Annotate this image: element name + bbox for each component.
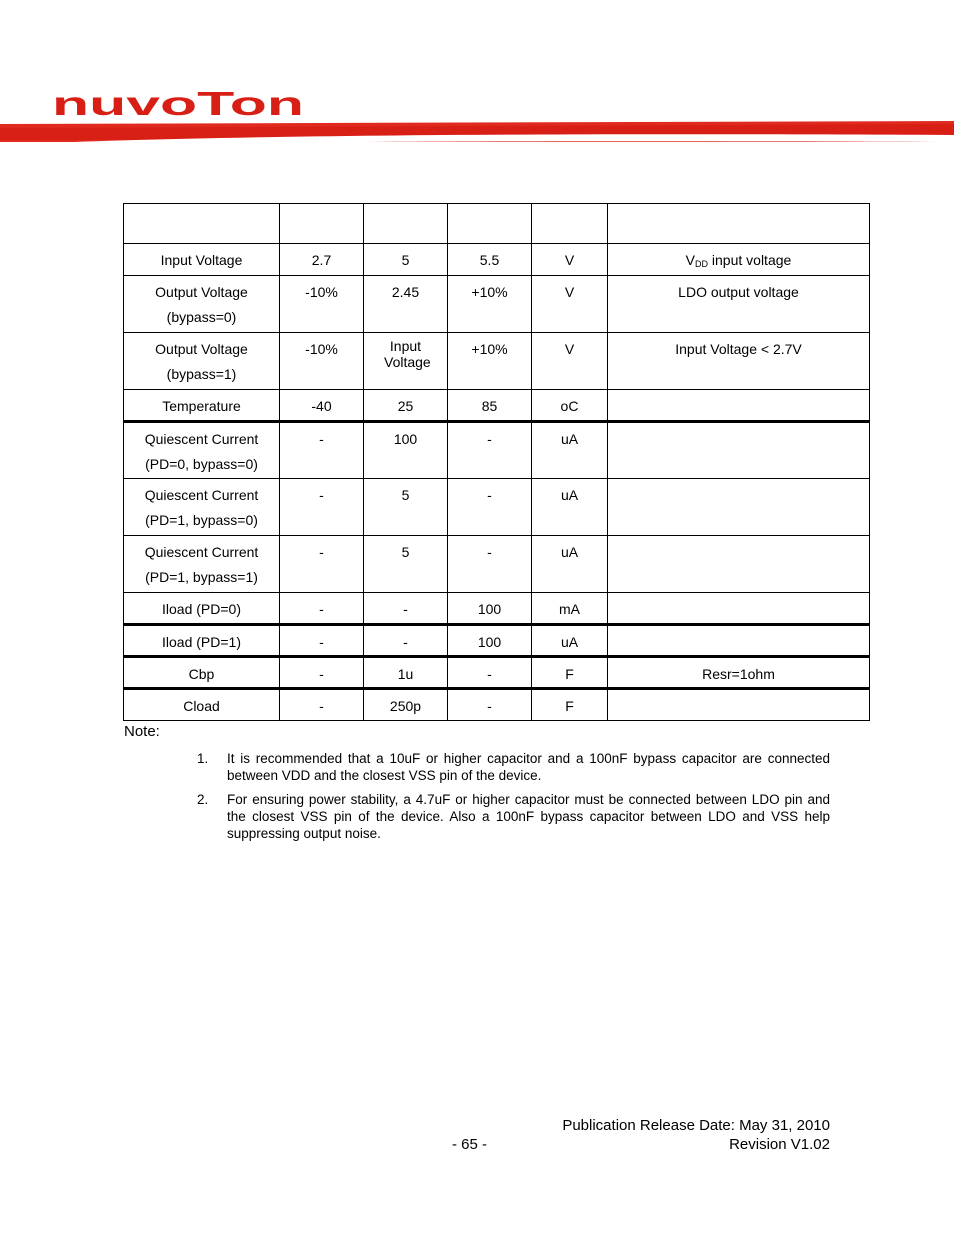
revision: Revision V1.02 — [729, 1136, 830, 1153]
param-cell — [124, 333, 280, 390]
unit-cell: mA — [532, 593, 608, 625]
comment-cell: LDO output voltage — [608, 276, 870, 333]
param-cell: Temperature — [124, 390, 280, 422]
comment-prefix: V — [685, 252, 696, 268]
min-cell: - — [280, 625, 364, 657]
comment-cell — [608, 244, 870, 276]
comment-cell — [608, 422, 870, 479]
nuvoton-logo — [52, 88, 308, 120]
unit-cell: oC — [532, 390, 608, 422]
comment-cell — [608, 390, 870, 422]
unit-cell: uA — [532, 479, 608, 536]
header-cell-max — [448, 204, 532, 244]
param-cell: Input Voltage — [124, 244, 280, 276]
unit-cell: V — [532, 276, 608, 333]
comment-text: input voltage — [708, 252, 792, 268]
max-cell: - — [448, 657, 532, 689]
max-cell: 100 — [448, 625, 532, 657]
table-row — [124, 593, 870, 625]
note-number: 1. — [197, 751, 209, 766]
max-cell: - — [448, 422, 532, 479]
min-cell: - — [280, 657, 364, 689]
comment-subscript: DD — [695, 259, 709, 269]
table-row — [124, 390, 870, 422]
param-line: Quiescent Current — [144, 431, 259, 447]
note-item — [197, 791, 830, 842]
header-cell-unit — [532, 204, 608, 244]
table-row — [124, 625, 870, 657]
max-cell: - — [448, 689, 532, 721]
unit-cell: uA — [532, 422, 608, 479]
param-line: (PD=1, bypass=0) — [145, 512, 258, 528]
header-cell-comments — [608, 204, 870, 244]
table-header-row — [124, 204, 870, 244]
max-cell: 100 — [448, 593, 532, 625]
unit-cell: F — [532, 689, 608, 721]
note-item — [197, 750, 830, 784]
unit-cell: V — [532, 244, 608, 276]
typ-cell: - — [364, 625, 448, 657]
unit-cell: uA — [532, 625, 608, 657]
param-cell — [124, 422, 280, 479]
max-cell: +10% — [448, 276, 532, 333]
note-number: 2. — [197, 792, 209, 807]
param-cell: Cload — [124, 689, 280, 721]
comment-cell — [608, 593, 870, 625]
min-cell: 2.7 — [280, 244, 364, 276]
table-row — [124, 244, 870, 276]
unit-cell: V — [532, 333, 608, 390]
max-cell: 85 — [448, 390, 532, 422]
param-line: (PD=1, bypass=1) — [145, 569, 258, 585]
param-line: (bypass=1) — [166, 366, 237, 382]
header-banner — [0, 118, 954, 148]
header-cell-typ — [364, 204, 448, 244]
table-row — [124, 333, 870, 390]
min-cell: -10% — [280, 333, 364, 390]
typ-cell: 250p — [364, 689, 448, 721]
max-cell: - — [448, 479, 532, 536]
param-cell — [124, 536, 280, 593]
typ-cell: Input Voltage — [364, 333, 448, 390]
ldo-spec-table — [123, 203, 870, 721]
unit-cell: uA — [532, 536, 608, 593]
svg-text:nuvoTon: nuvoTon — [52, 88, 304, 120]
max-cell: 5.5 — [448, 244, 532, 276]
param-cell: Cbp — [124, 657, 280, 689]
typ-cell: 2.45 — [364, 276, 448, 333]
unit-cell: F — [532, 657, 608, 689]
param-line: (PD=0, bypass=0) — [145, 456, 258, 472]
note-text: For ensuring power stability, a 4.7uF or higher capacitor must be connected between LDO pin and the closest VSS pin of the device. Also a 100nF bypass capacitor between LDO and VSS help suppressing output noise. — [227, 792, 830, 841]
page-number: - 65 - — [452, 1136, 488, 1153]
typ-cell: 1u — [364, 657, 448, 689]
note-text: It is recommended that a 10uF or higher capacitor and a 100nF bypass capacitor are connected between VDD and the closest VSS pin of the device. — [227, 751, 830, 783]
typ-cell: - — [364, 593, 448, 625]
min-cell: -40 — [280, 390, 364, 422]
min-cell: - — [280, 689, 364, 721]
min-cell: - — [280, 593, 364, 625]
note-label: Note: — [124, 723, 160, 740]
max-cell: +10% — [448, 333, 532, 390]
comment-cell — [608, 536, 870, 593]
param-line: Quiescent Current — [144, 544, 259, 560]
param-cell: Iload (PD=1) — [124, 625, 280, 657]
param-line: (bypass=0) — [166, 309, 237, 325]
param-line: Output Voltage — [155, 341, 248, 357]
table-row — [124, 422, 870, 479]
publication-date: Publication Release Date: May 31, 2010 — [562, 1117, 830, 1134]
min-cell: - — [280, 422, 364, 479]
table-row — [124, 536, 870, 593]
comment-cell: Resr=1ohm — [608, 657, 870, 689]
max-cell: - — [448, 536, 532, 593]
comment-cell: Input Voltage < 2.7V — [608, 333, 870, 390]
header-cell-min — [280, 204, 364, 244]
table-row — [124, 479, 870, 536]
param-cell — [124, 479, 280, 536]
param-line: Output Voltage — [155, 284, 248, 300]
typ-cell: 100 — [364, 422, 448, 479]
min-cell: - — [280, 536, 364, 593]
typ-cell: 5 — [364, 479, 448, 536]
comment-cell — [608, 479, 870, 536]
min-cell: -10% — [280, 276, 364, 333]
typ-cell: 25 — [364, 390, 448, 422]
param-cell: Iload (PD=0) — [124, 593, 280, 625]
comment-cell — [608, 625, 870, 657]
table-row — [124, 689, 870, 721]
table-row — [124, 657, 870, 689]
header-cell-parameter — [124, 204, 280, 244]
comment-cell — [608, 689, 870, 721]
param-line: Quiescent Current — [144, 487, 259, 503]
table-row — [124, 276, 870, 333]
param-cell — [124, 276, 280, 333]
typ-cell: 5 — [364, 244, 448, 276]
min-cell: - — [280, 479, 364, 536]
typ-cell: 5 — [364, 536, 448, 593]
